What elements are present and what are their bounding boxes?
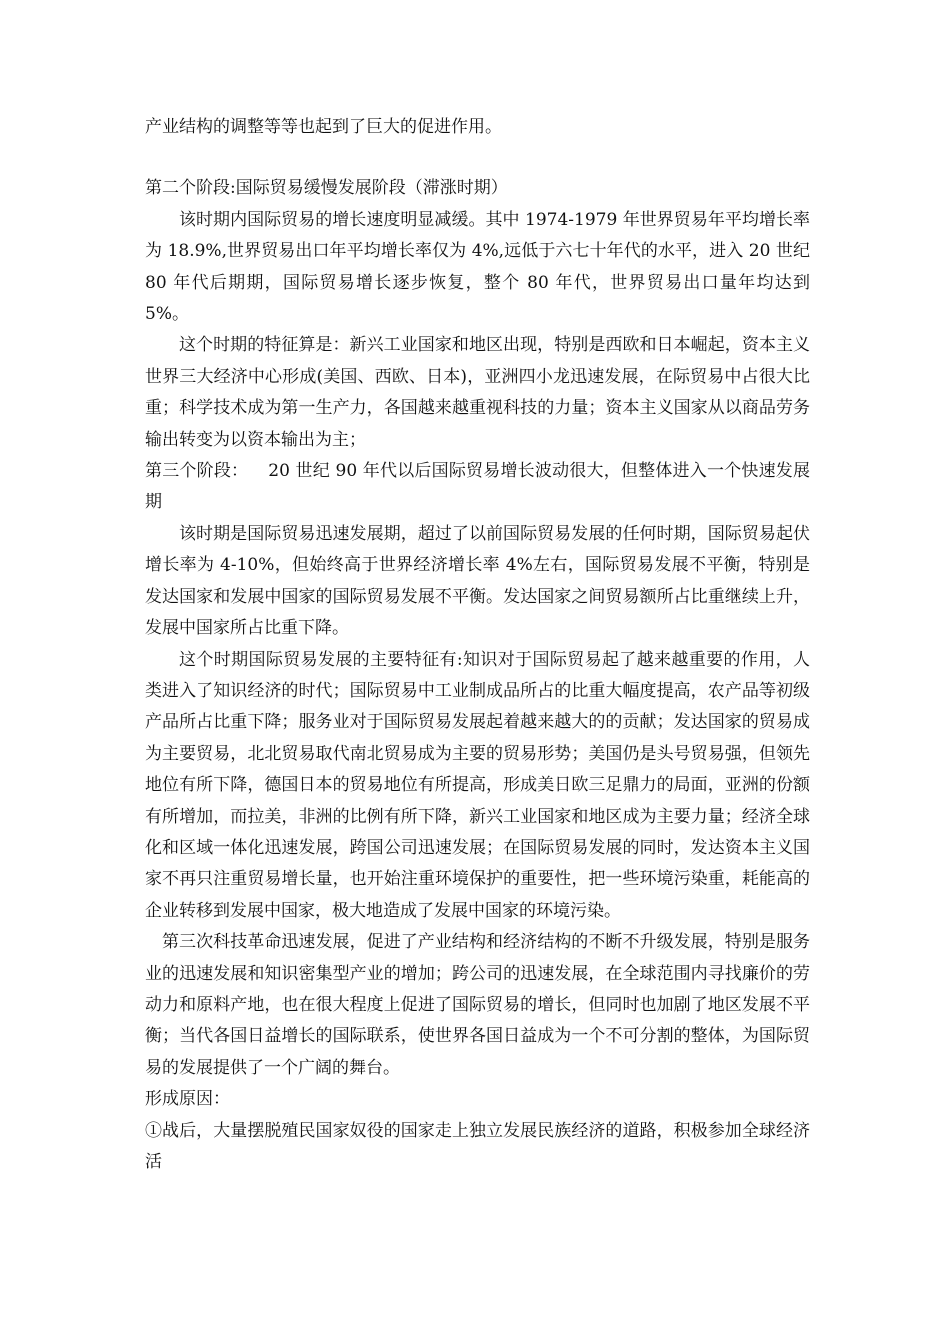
causes-heading: 形成原因： — [145, 1089, 230, 1110]
stage3-heading — [145, 456, 810, 519]
stage3-label: 第三个阶段： — [145, 461, 249, 482]
stage2-paragraph-2: 这个时期的特征算是：新兴工业国家和地区出现，特别是西欧和日本崛起，资本主义世界三大经济中心形成(美国、西欧、日本)，亚洲四小龙迅速发展，在际贸易中占很大比重；科学技术成为第一生产力，各国越来越重视科技的力量；资本主义国家从以商品劳务输出转变为以资本输出为主； — [145, 335, 810, 450]
stage3-heading-text: 20 世纪 90 年代以后国际贸易增长波动很大，但整体进入一个快速发展期 — [145, 461, 811, 513]
intro-line: 产业结构的调整等等也起到了巨大的促进作用。 — [145, 117, 502, 137]
stage3-paragraph-3: 第三次科技革命迅速发展，促进了产业结构和经济结构的不断不升级发展，特别是服务业的迅速发展和知识密集型产业的增加；跨公司的迅速发展，在全球范围内寻找廉价的劳动力和原料产地，也在很大程度上促进了国际贸易的增长，但同时也加剧了地区发展不平衡；当代各国日益增长的国际联系，使世界各国日益成为一个不可分割的整体，为国际贸易的发展提供了一个广阔的舞台。 — [145, 932, 810, 1078]
paragraph-gap — [145, 143, 810, 173]
document-page — [145, 112, 810, 1178]
stage3-paragraph-2: 这个时期国际贸易发展的主要特征有:知识对于国际贸易起了越来越重要的作用，人类进入了知识经济的时代；国际贸易中工业制成品所占的比重大幅度提高，农产品等初级产品所占比重下降；服务业对于国际贸易发展起着越来越大的的贡献；发达国家的贸易成为主要贸易，北北贸易取代南北贸易成为主要的贸易形势；美国仍是头号贸易强，但领先地位有所下降，德国日本的贸易地位有所提高，形成美日欧三足鼎力的局面，亚洲的份额有所增加，而拉美，非洲的比例有所下降，新兴工业国家和地区成为主要力量；经济全球化和区域一体化迅速发展，跨国公司迅速发展；在国际贸易发展的同时，发达资本主义国家不再只注重贸易增长量，也开始注重环境保护的重要性，把一些环境污染重，耗能高的企业转移到发展中国家，极大地造成了发展中国家的环境污染。 — [145, 649, 810, 921]
stage3-paragraph-1: 该时期是国际贸易迅速发展期，超过了以前国际贸易发展的任何时期，国际贸易起伏增长率为 4-10%，但始终高于世界经济增长率 4%左右，国际贸易发展不平衡，特别是发达国家和发展中国家的国际贸易发展不平衡。发达国家之间贸易额所占比重继续上升，发展中国家所占比重下降。 — [145, 523, 810, 639]
cause-item-1: ①战后，大量摆脱殖民国家奴役的国家走上独立发展民族经济的道路，积极参加全球经济活 — [145, 1120, 810, 1172]
stage2-heading: 第二个阶段:国际贸易缓慢发展阶段（滞涨时期） — [145, 178, 508, 199]
stage2-paragraph-1: 该时期内国际贸易的增长速度明显减缓。其中 1974-1979 年世界贸易年平均增长率为 18.9%,世界贸易出口年平均增长率仅为 4%,远低于六七十年代的水平，进入 20 世纪 80 年代后期期，国际贸易增长逐步恢复，整个 80 年代，世界贸易出口量年均达到 5%。 — [145, 209, 810, 325]
